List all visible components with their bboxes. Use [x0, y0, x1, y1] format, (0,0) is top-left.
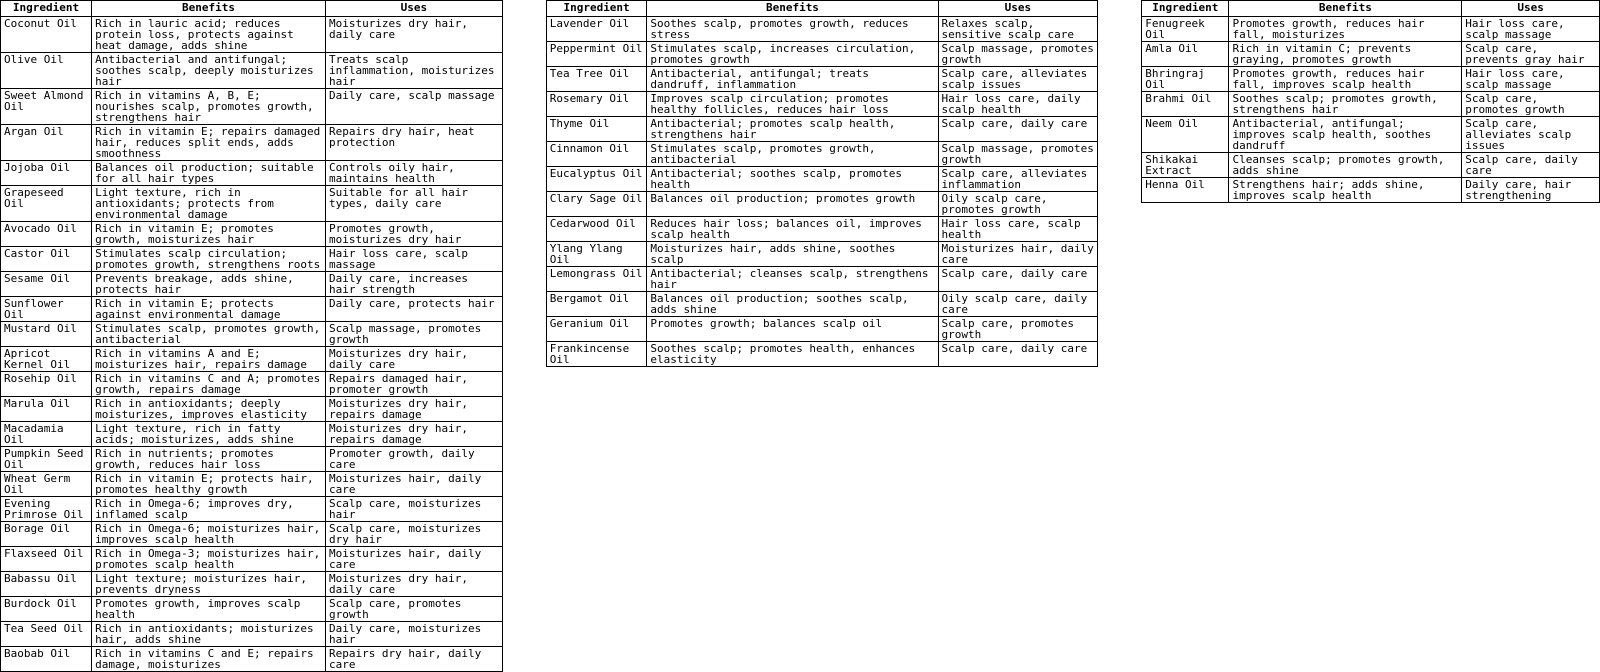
cell-benefits[interactable]: Antibacterial, antifungal; improves scalp health, soothes dandruff	[1229, 117, 1462, 153]
cell-benefits[interactable]: Balances oil production; soothes scalp, adds shine	[647, 292, 938, 317]
cell-ingredient[interactable]: Evening Primrose Oil	[1, 497, 92, 522]
table-row[interactable]	[1, 161, 503, 186]
ingredient-table-block-1	[0, 0, 503, 672]
table-row[interactable]	[1, 447, 503, 472]
cell-ingredient[interactable]: Rosemary Oil	[546, 92, 647, 117]
cell-benefits[interactable]: Rich in vitamins A, B, E; nourishes scalp, promotes growth, strengthens hair	[92, 89, 326, 125]
table-row[interactable]	[1, 372, 503, 397]
cell-benefits[interactable]: Rich in vitamins C and A; promotes growth, repairs damage	[92, 372, 326, 397]
cell-benefits[interactable]: Stimulates scalp, promotes growth, antibacterial	[647, 142, 938, 167]
table-row[interactable]	[1142, 92, 1600, 117]
cell-benefits[interactable]: Antibacterial, antifungal; treats dandruff, inflammation	[647, 67, 938, 92]
cell-uses[interactable]: Promoter growth, daily care	[325, 447, 502, 472]
table-row[interactable]	[1, 17, 503, 53]
cell-uses[interactable]: Promotes growth, moisturizes dry hair	[325, 222, 502, 247]
cell-ingredient[interactable]: Fenugreek Oil	[1142, 17, 1229, 42]
cell-uses[interactable]: Scalp care, moisturizes hair	[325, 497, 502, 522]
table-row[interactable]	[1, 472, 503, 497]
table-row[interactable]	[1, 497, 503, 522]
table-row[interactable]	[546, 292, 1097, 317]
cell-uses[interactable]: Scalp massage, promotes growth	[938, 142, 1098, 167]
column-header-ingredient: Ingredient	[546, 1, 647, 17]
cell-uses[interactable]: Scalp care, alleviates scalp issues	[938, 67, 1098, 92]
cell-ingredient[interactable]: Apricot Kernel Oil	[1, 347, 92, 372]
cell-uses[interactable]: Daily care, scalp massage	[325, 89, 502, 125]
table-row[interactable]	[1142, 17, 1600, 42]
table-row[interactable]	[546, 342, 1097, 367]
cell-benefits[interactable]: Rich in vitamins C and E; repairs damage, moisturizes	[92, 647, 326, 672]
cell-benefits[interactable]: Rich in Omega-6; moisturizes hair, improves scalp health	[92, 522, 326, 547]
cell-benefits[interactable]: Moisturizes hair, adds shine, soothes scalp	[647, 242, 938, 267]
cell-benefits[interactable]: Strengthens hair; adds shine, improves scalp health	[1229, 178, 1462, 203]
table-row[interactable]	[546, 92, 1097, 117]
table-header-row	[1, 1, 503, 17]
cell-uses[interactable]: Scalp care, promotes growth	[1462, 92, 1600, 117]
cell-ingredient[interactable]: Burdock Oil	[1, 597, 92, 622]
cell-benefits[interactable]: Promotes growth; balances scalp oil	[647, 317, 938, 342]
cell-uses[interactable]: Hair loss care, scalp massage	[325, 247, 502, 272]
ingredient-table-block-2	[546, 0, 1098, 367]
cell-uses[interactable]: Scalp care, alleviates inflammation	[938, 167, 1098, 192]
cell-ingredient[interactable]: Clary Sage Oil	[546, 192, 647, 217]
cell-uses[interactable]: Scalp massage, promotes growth	[325, 322, 502, 347]
cell-uses[interactable]: Scalp care, prevents gray hair	[1462, 42, 1600, 67]
cell-ingredient[interactable]: Henna Oil	[1142, 178, 1229, 203]
table-row[interactable]	[546, 67, 1097, 92]
table-row[interactable]	[546, 142, 1097, 167]
cell-benefits[interactable]: Soothes scalp; promotes health, enhances elasticity	[647, 342, 938, 367]
cell-benefits[interactable]: Antibacterial; soothes scalp, promotes health	[647, 167, 938, 192]
cell-ingredient[interactable]: Wheat Germ Oil	[1, 472, 92, 497]
table-row[interactable]	[546, 167, 1097, 192]
cell-benefits[interactable]: Antibacterial and antifungal; soothes scalp, deeply moisturizes hair	[92, 53, 326, 89]
cell-benefits[interactable]: Promotes growth, reduces hair fall, improves scalp health	[1229, 67, 1462, 92]
table-body-block-1	[1, 17, 503, 672]
cell-ingredient[interactable]: Avocado Oil	[1, 222, 92, 247]
table-row[interactable]	[1, 186, 503, 222]
cell-ingredient[interactable]: Pumpkin Seed Oil	[1, 447, 92, 472]
cell-ingredient[interactable]: Neem Oil	[1142, 117, 1229, 153]
table-row[interactable]	[1, 272, 503, 297]
table-row[interactable]	[1142, 117, 1600, 153]
cell-uses[interactable]: Repairs dry hair, heat protection	[325, 125, 502, 161]
cell-ingredient[interactable]: Coconut Oil	[1, 17, 92, 53]
cell-uses[interactable]: Scalp care, daily care	[1462, 153, 1600, 178]
cell-ingredient[interactable]: Sesame Oil	[1, 272, 92, 297]
cell-ingredient[interactable]: Baobab Oil	[1, 647, 92, 672]
cell-benefits[interactable]: Rich in lauric acid; reduces protein loss, protects against heat damage, adds shine	[92, 17, 326, 53]
cell-ingredient[interactable]: Peppermint Oil	[546, 42, 647, 67]
cell-ingredient[interactable]: Sweet Almond Oil	[1, 89, 92, 125]
cell-ingredient[interactable]: Cinnamon Oil	[546, 142, 647, 167]
cell-ingredient[interactable]: Brahmi Oil	[1142, 92, 1229, 117]
table-row[interactable]	[546, 317, 1097, 342]
cell-ingredient[interactable]: Mustard Oil	[1, 322, 92, 347]
table-row[interactable]	[546, 217, 1097, 242]
cell-ingredient[interactable]: Frankincense Oil	[546, 342, 647, 367]
cell-ingredient[interactable]: Tea Seed Oil	[1, 622, 92, 647]
cell-uses[interactable]: Scalp massage, promotes growth	[938, 42, 1098, 67]
cell-uses[interactable]: Relaxes scalp, sensitive scalp care	[938, 17, 1098, 42]
cell-benefits[interactable]: Promotes growth, improves scalp health	[92, 597, 326, 622]
column-header-uses: Uses	[938, 1, 1098, 17]
table-row[interactable]	[1142, 67, 1600, 92]
table-row[interactable]	[1, 572, 503, 597]
cell-benefits[interactable]: Rich in Omega-6; improves dry, inflamed scalp	[92, 497, 326, 522]
cell-uses[interactable]: Hair loss care, scalp massage	[1462, 67, 1600, 92]
cell-benefits[interactable]: Balances oil production; suitable for all hair types	[92, 161, 326, 186]
cell-benefits[interactable]: Antibacterial; promotes scalp health, strengthens hair	[647, 117, 938, 142]
column-header-benefits: Benefits	[647, 1, 938, 17]
cell-benefits[interactable]: Light texture, rich in antioxidants; protects from environmental damage	[92, 186, 326, 222]
column-header-uses: Uses	[1462, 1, 1600, 17]
cell-uses[interactable]: Repairs dry hair, daily care	[325, 647, 502, 672]
cell-ingredient[interactable]: Ylang Ylang Oil	[546, 242, 647, 267]
table-row[interactable]	[1, 422, 503, 447]
cell-ingredient[interactable]: Thyme Oil	[546, 117, 647, 142]
table-body-block-3	[1142, 17, 1600, 203]
cell-benefits[interactable]: Promotes growth, reduces hair fall, moisturizes	[1229, 17, 1462, 42]
cell-uses[interactable]: Moisturizes hair, daily care	[938, 242, 1098, 267]
table-row[interactable]	[1, 89, 503, 125]
cell-ingredient[interactable]: Tea Tree Oil	[546, 67, 647, 92]
cell-ingredient[interactable]: Castor Oil	[1, 247, 92, 272]
cell-uses[interactable]: Moisturizes hair, daily care	[325, 472, 502, 497]
cell-uses[interactable]: Moisturizes dry hair, daily care	[325, 347, 502, 372]
cell-ingredient[interactable]: Bergamot Oil	[546, 292, 647, 317]
cell-benefits[interactable]: Improves scalp circulation; promotes healthy follicles, reduces hair loss	[647, 92, 938, 117]
cell-benefits[interactable]: Rich in Omega-3; moisturizes hair, promotes scalp health	[92, 547, 326, 572]
table-row[interactable]	[1, 647, 503, 672]
cell-uses[interactable]: Scalp care, daily care	[938, 342, 1098, 367]
table-row[interactable]	[1, 297, 503, 322]
cell-ingredient[interactable]: Flaxseed Oil	[1, 547, 92, 572]
table-row[interactable]	[1, 522, 503, 547]
ingredient-table-block-3	[1141, 0, 1600, 203]
table-row[interactable]	[1142, 153, 1600, 178]
cell-uses[interactable]: Daily care, increases hair strength	[325, 272, 502, 297]
table-row[interactable]	[546, 42, 1097, 67]
table-row[interactable]	[546, 117, 1097, 142]
cell-benefits[interactable]: Stimulates scalp circulation; promotes growth, strengthens roots	[92, 247, 326, 272]
cell-benefits[interactable]: Rich in vitamins A and E; moisturizes hair, repairs damage	[92, 347, 326, 372]
cell-benefits[interactable]: Rich in nutrients; promotes growth, reduces hair loss	[92, 447, 326, 472]
cell-ingredient[interactable]: Rosehip Oil	[1, 372, 92, 397]
cell-ingredient[interactable]: Sunflower Oil	[1, 297, 92, 322]
cell-benefits[interactable]: Rich in antioxidants; moisturizes hair, adds shine	[92, 622, 326, 647]
cell-benefits[interactable]: Rich in vitamin E; protects against environmental damage	[92, 297, 326, 322]
cell-uses[interactable]: Treats scalp inflammation, moisturizes hair	[325, 53, 502, 89]
table-row[interactable]	[546, 192, 1097, 217]
cell-uses[interactable]: Scalp care, moisturizes dry hair	[325, 522, 502, 547]
cell-ingredient[interactable]: Amla Oil	[1142, 42, 1229, 67]
cell-uses[interactable]: Daily care, moisturizes hair	[325, 622, 502, 647]
column-header-uses: Uses	[325, 1, 502, 17]
column-header-benefits: Benefits	[1229, 1, 1462, 17]
cell-ingredient[interactable]: Shikakai Extract	[1142, 153, 1229, 178]
cell-uses[interactable]: Scalp care, daily care	[938, 267, 1098, 292]
cell-uses[interactable]: Hair loss care, scalp health	[938, 217, 1098, 242]
table-row[interactable]	[1, 547, 503, 572]
cell-ingredient[interactable]: Jojoba Oil	[1, 161, 92, 186]
cell-ingredient[interactable]: Babassu Oil	[1, 572, 92, 597]
table-row[interactable]	[1, 597, 503, 622]
table-header-row	[546, 1, 1097, 17]
cell-uses[interactable]: Suitable for all hair types, daily care	[325, 186, 502, 222]
cell-benefits[interactable]: Rich in vitamin E; promotes growth, moisturizes hair	[92, 222, 326, 247]
table-row[interactable]	[546, 17, 1097, 42]
cell-ingredient[interactable]: Eucalyptus Oil	[546, 167, 647, 192]
cell-ingredient[interactable]: Bhringraj Oil	[1142, 67, 1229, 92]
cell-uses[interactable]: Scalp care, alleviates scalp issues	[1462, 117, 1600, 153]
cell-uses[interactable]: Moisturizes dry hair, repairs damage	[325, 422, 502, 447]
cell-benefits[interactable]: Rich in vitamin E; protects hair, promotes healthy growth	[92, 472, 326, 497]
cell-ingredient[interactable]: Macadamia Oil	[1, 422, 92, 447]
cell-benefits[interactable]: Prevents breakage, adds shine, protects hair	[92, 272, 326, 297]
table-row[interactable]	[1, 222, 503, 247]
cell-uses[interactable]: Moisturizes dry hair, repairs damage	[325, 397, 502, 422]
cell-benefits[interactable]: Reduces hair loss; balances oil, improves scalp health	[647, 217, 938, 242]
cell-benefits[interactable]: Stimulates scalp, promotes growth, antibacterial	[92, 322, 326, 347]
table-row[interactable]	[1, 322, 503, 347]
cell-uses[interactable]: Scalp care, promotes growth	[325, 597, 502, 622]
cell-ingredient[interactable]: Argan Oil	[1, 125, 92, 161]
cell-ingredient[interactable]: Lavender Oil	[546, 17, 647, 42]
cell-uses[interactable]: Scalp care, promotes growth	[938, 317, 1098, 342]
table-row[interactable]	[1, 53, 503, 89]
table-row[interactable]	[1, 347, 503, 372]
cell-ingredient[interactable]: Marula Oil	[1, 397, 92, 422]
cell-uses[interactable]: Hair loss care, daily scalp health	[938, 92, 1098, 117]
table-body-block-2	[546, 17, 1097, 367]
cell-uses[interactable]: Oily scalp care, daily care	[938, 292, 1098, 317]
table-header-row	[1142, 1, 1600, 17]
column-header-benefits: Benefits	[92, 1, 326, 17]
cell-ingredient[interactable]: Olive Oil	[1, 53, 92, 89]
column-header-ingredient: Ingredient	[1142, 1, 1229, 17]
cell-ingredient[interactable]: Borage Oil	[1, 522, 92, 547]
cell-ingredient[interactable]: Geranium Oil	[546, 317, 647, 342]
cell-benefits[interactable]: Antibacterial; cleanses scalp, strengthens hair	[647, 267, 938, 292]
table-row[interactable]	[1142, 42, 1600, 67]
cell-uses[interactable]: Moisturizes dry hair, daily care	[325, 17, 502, 53]
cell-uses[interactable]: Moisturizes hair, daily care	[325, 547, 502, 572]
cell-benefits[interactable]: Cleanses scalp; promotes growth, adds shine	[1229, 153, 1462, 178]
cell-uses[interactable]: Oily scalp care, promotes growth	[938, 192, 1098, 217]
table-row[interactable]	[1142, 178, 1600, 203]
cell-uses[interactable]: Daily care, hair strengthening	[1462, 178, 1600, 203]
table-row[interactable]	[1, 622, 503, 647]
table-row[interactable]	[1, 125, 503, 161]
cell-ingredient[interactable]: Lemongrass Oil	[546, 267, 647, 292]
cell-uses[interactable]: Moisturizes dry hair, daily care	[325, 572, 502, 597]
cell-benefits[interactable]: Rich in vitamin E; repairs damaged hair, reduces split ends, adds smoothness	[92, 125, 326, 161]
cell-uses[interactable]: Daily care, protects hair	[325, 297, 502, 322]
table-row[interactable]	[546, 267, 1097, 292]
cell-benefits[interactable]: Light texture; moisturizes hair, prevents dryness	[92, 572, 326, 597]
cell-uses[interactable]: Controls oily hair, maintains health	[325, 161, 502, 186]
table-row[interactable]	[546, 242, 1097, 267]
cell-ingredient[interactable]: Cedarwood Oil	[546, 217, 647, 242]
table-row[interactable]	[1, 397, 503, 422]
cell-benefits[interactable]: Soothes scalp, promotes growth, reduces stress	[647, 17, 938, 42]
cell-uses[interactable]: Repairs damaged hair, promoter growth	[325, 372, 502, 397]
column-header-ingredient: Ingredient	[1, 1, 92, 17]
cell-benefits[interactable]: Balances oil production; promotes growth	[647, 192, 938, 217]
cell-uses[interactable]: Hair loss care, scalp massage	[1462, 17, 1600, 42]
cell-benefits[interactable]: Soothes scalp; promotes growth, strengthens hair	[1229, 92, 1462, 117]
table-row[interactable]	[1, 247, 503, 272]
cell-benefits[interactable]: Light texture, rich in fatty acids; moisturizes, adds shine	[92, 422, 326, 447]
cell-benefits[interactable]: Rich in antioxidants; deeply moisturizes, improves elasticity	[92, 397, 326, 422]
cell-benefits[interactable]: Stimulates scalp, increases circulation, promotes growth	[647, 42, 938, 67]
cell-benefits[interactable]: Rich in vitamin C; prevents graying, promotes growth	[1229, 42, 1462, 67]
cell-ingredient[interactable]: Grapeseed Oil	[1, 186, 92, 222]
cell-uses[interactable]: Scalp care, daily care	[938, 117, 1098, 142]
